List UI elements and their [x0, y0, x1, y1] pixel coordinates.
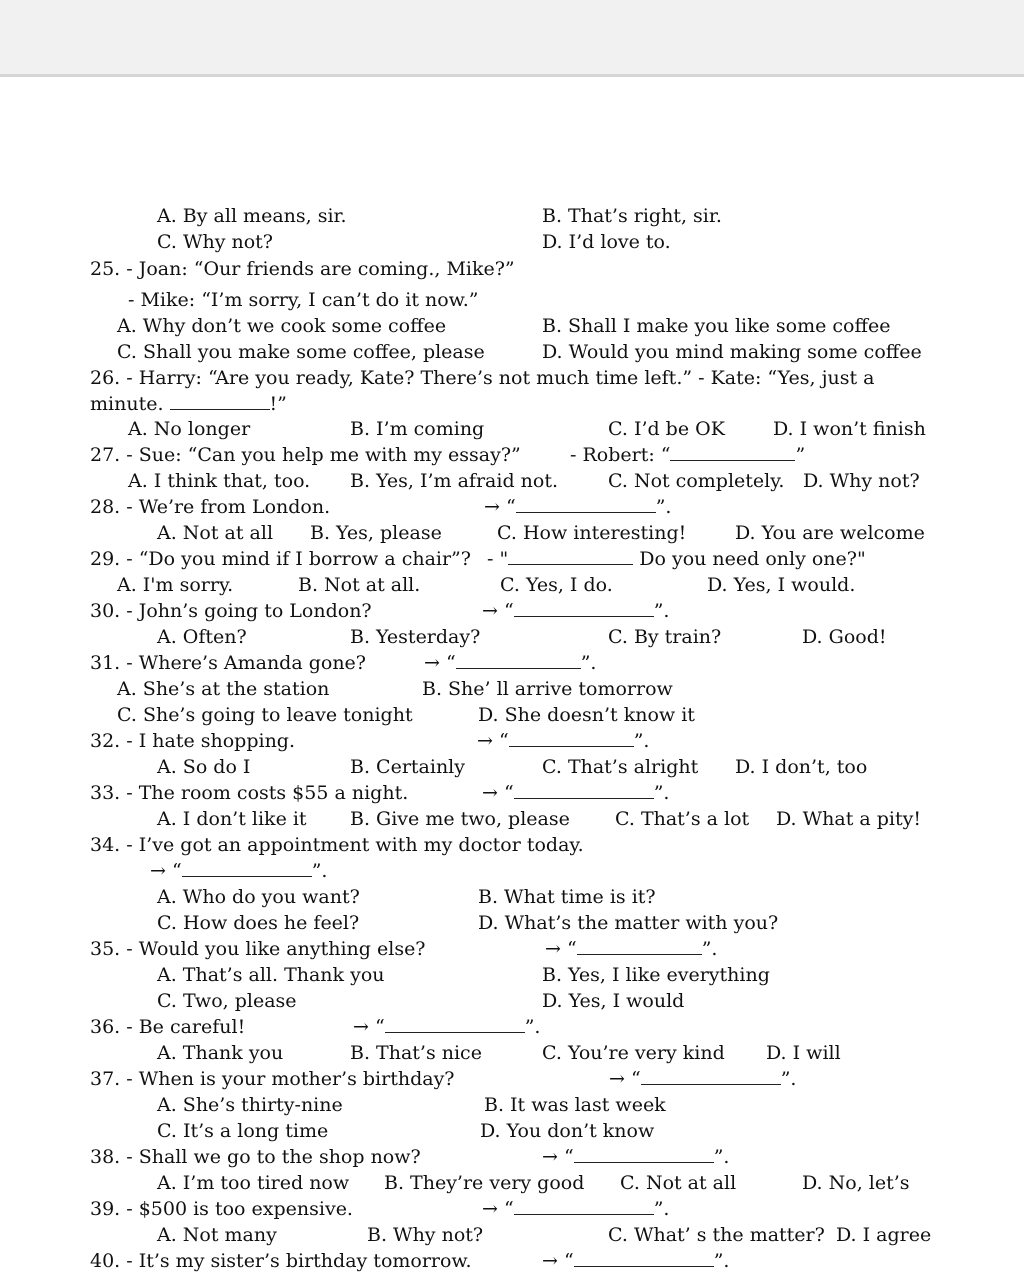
q37-arrow: → “: [609, 1068, 641, 1090]
viewer-toolbar: [0, 0, 1024, 77]
q32-option-c: C. That’s alright: [542, 756, 699, 778]
q37-blank: [641, 1066, 781, 1085]
q40-close: ”.: [713, 1250, 730, 1272]
q24-option-b: B. That’s right, sir.: [542, 205, 722, 227]
q38-question: [0, 1144, 1024, 1170]
q25-question: [0, 256, 1024, 282]
q33-close: ”.: [653, 782, 670, 804]
q36-question: [0, 1014, 1024, 1040]
q25-option-a: A. Why don’t we cook some coffee: [117, 315, 447, 337]
q27-option-a: A. I think that, too.: [128, 470, 311, 492]
q27-option-d: D. Why not?: [803, 470, 920, 492]
q32-arrow: → “: [477, 730, 509, 752]
q27-question: [0, 442, 1024, 468]
q29-option-b: B. Not at all.: [298, 574, 421, 596]
q31-prompt: 31. - Where’s Amanda gone?: [90, 652, 366, 674]
q30-option-a: A. Often?: [157, 626, 247, 648]
q27-option-b: B. Yes, I’m afraid not.: [350, 470, 559, 492]
q34-question: [0, 832, 1024, 858]
q35-row-1: [0, 962, 1024, 988]
q33-prompt: 33. - The room costs $55 a night.: [90, 782, 409, 804]
q29-option-d: D. Yes, I would.: [707, 574, 856, 596]
q28-option-a: A. Not at all: [157, 522, 274, 544]
q29-reply: - ": [487, 548, 509, 570]
q27-option-c: C. Not completely.: [608, 470, 785, 492]
q39-option-c: C. What’ s the matter?: [608, 1224, 825, 1246]
q36-options: [0, 1040, 1024, 1066]
q40-question: [0, 1248, 1024, 1274]
q37-option-a: A. She’s thirty-nine: [157, 1094, 343, 1116]
q32-option-d: D. I don’t, too: [735, 756, 868, 778]
q30-options: [0, 624, 1024, 650]
q38-prompt: 38. - Shall we go to the shop now?: [90, 1146, 421, 1168]
q26-option-b: B. I’m coming: [350, 418, 485, 440]
q37-option-d: D. You don’t know: [480, 1120, 655, 1142]
q25-option-c: C. Shall you make some coffee, please: [117, 341, 485, 363]
q35-prompt: 35. - Would you like anything else?: [90, 938, 426, 960]
q29-option-a: A. I'm sorry.: [117, 574, 234, 596]
q28-arrow: → “: [484, 496, 516, 518]
q24-row-1: [0, 203, 1024, 229]
q25-row-1: [0, 313, 1024, 339]
q35-close: ”.: [701, 938, 718, 960]
q27-prompt: 27. - Sue: “Can you help me with my essay?”: [90, 444, 521, 466]
q26-prompt: 26. - Harry: “Are you ready, Kate? There’s not much time left.” - Kate: “Yes, just a: [90, 367, 875, 389]
q36-arrow: → “: [353, 1016, 385, 1038]
q38-options: [0, 1170, 1024, 1196]
q36-prompt: 36. - Be careful!: [90, 1016, 246, 1038]
q33-arrow: → “: [482, 782, 514, 804]
q31-question: [0, 650, 1024, 676]
q28-option-c: C. How interesting!: [497, 522, 687, 544]
q37-question: [0, 1066, 1024, 1092]
q29-option-c: C. Yes, I do.: [500, 574, 613, 596]
q40-prompt: 40. - It’s my sister’s birthday tomorrow.: [90, 1250, 472, 1272]
q39-options: [0, 1222, 1024, 1248]
q37-row-1: [0, 1092, 1024, 1118]
q31-row-2: [0, 702, 1024, 728]
q39-arrow: → “: [482, 1198, 514, 1220]
q35-row-2: [0, 988, 1024, 1014]
q34-row-1: [0, 884, 1024, 910]
q35-option-b: B. Yes, I like everything: [542, 964, 770, 986]
q39-close: ”.: [653, 1198, 670, 1220]
q25-row-2: [0, 339, 1024, 365]
q31-option-d: D. She doesn’t know it: [478, 704, 695, 726]
q24-option-c: C. Why not?: [157, 231, 273, 253]
q33-option-c: C. That’s a lot: [615, 808, 750, 830]
q25-prompt: 25. - Joan: “Our friends are coming.: [90, 258, 435, 280]
q37-close: ”.: [780, 1068, 797, 1090]
q30-arrow: → “: [482, 600, 514, 622]
q35-blank: [577, 936, 702, 955]
q33-question: [0, 780, 1024, 806]
q35-option-c: C. Two, please: [157, 990, 297, 1012]
q26-question: [0, 365, 1024, 391]
q35-option-d: D. Yes, I would: [542, 990, 685, 1012]
q38-arrow: → “: [542, 1146, 574, 1168]
q36-option-c: C. You’re very kind: [542, 1042, 725, 1064]
q26-prompt-cont: minute.: [90, 393, 164, 415]
q34-prompt: 34. - I’ve got an appointment with my doctor today.: [90, 834, 584, 856]
q39-option-a: A. Not many: [157, 1224, 277, 1246]
q32-close: ”.: [633, 730, 650, 752]
q32-option-b: B. Certainly: [350, 756, 465, 778]
q31-option-a: A. She’s at the station: [117, 678, 330, 700]
q34-option-b: B. What time is it?: [478, 886, 656, 908]
q33-option-a: A. I don’t like it: [157, 808, 307, 830]
q26-prompt-end: !”: [269, 393, 287, 415]
q25-option-d: D. Would you mind making some coffee: [542, 341, 922, 363]
q27-reply: - Robert: “: [570, 444, 671, 466]
q40-blank: [574, 1248, 714, 1267]
q32-blank: [509, 728, 634, 747]
q24-option-d: D. I’d love to.: [542, 231, 671, 253]
q38-option-a: A. I’m too tired now: [157, 1172, 350, 1194]
q36-option-b: B. That’s nice: [350, 1042, 482, 1064]
q30-option-c: C. By train?: [608, 626, 722, 648]
q26-blank: [170, 391, 270, 410]
q33-option-b: B. Give me two, please: [350, 808, 570, 830]
q34-row-2: [0, 910, 1024, 936]
q28-option-b: B. Yes, please: [310, 522, 442, 544]
q37-row-2: [0, 1118, 1024, 1144]
q27-blank: [670, 442, 795, 461]
q34-arrow: → “: [150, 860, 182, 882]
q31-arrow: → “: [424, 652, 456, 674]
q39-option-b: B. Why not?: [367, 1224, 484, 1246]
q34-option-d: D. What’s the matter with you?: [478, 912, 779, 934]
q37-option-b: B. It was last week: [484, 1094, 666, 1116]
q36-option-d: D. I will: [766, 1042, 841, 1064]
q35-question: [0, 936, 1024, 962]
q38-option-c: C. Not at all: [620, 1172, 737, 1194]
q31-option-c: C. She’s going to leave tonight: [117, 704, 413, 726]
q38-option-b: B. They’re very good: [384, 1172, 585, 1194]
q26-option-a: A. No longer: [128, 418, 251, 440]
q35-arrow: → “: [545, 938, 577, 960]
q30-prompt: 30. - John’s going to London?: [90, 600, 372, 622]
q39-option-d: D. I agree: [836, 1224, 932, 1246]
q26-options: [0, 416, 1024, 442]
q28-option-d: D. You are welcome: [735, 522, 925, 544]
q26-question-cont: [0, 391, 1024, 417]
q29-blank: [508, 546, 633, 565]
q25-prompt-end: , Mike?”: [434, 258, 515, 280]
q39-question: [0, 1196, 1024, 1222]
q36-close: ”.: [524, 1016, 541, 1038]
q26-option-c: C. I’d be OK: [608, 418, 725, 440]
q32-prompt: 32. - I hate shopping.: [90, 730, 296, 752]
q28-prompt: 28. - We’re from London.: [90, 496, 331, 518]
q32-option-a: A. So do I: [157, 756, 251, 778]
q38-close: ”.: [713, 1146, 730, 1168]
q24-option-a: A. By all means, sir.: [157, 205, 347, 227]
q30-option-b: B. Yesterday?: [350, 626, 481, 648]
q33-option-d: D. What a pity!: [776, 808, 922, 830]
q30-close: ”.: [653, 600, 670, 622]
q29-question: [0, 546, 1024, 572]
q31-option-b: B. She’ ll arrive tomorrow: [422, 678, 673, 700]
q28-question: [0, 494, 1024, 520]
q39-prompt: 39. - $500 is too expensive.: [90, 1198, 353, 1220]
q38-option-d: D. No, let’s: [802, 1172, 910, 1194]
q30-blank: [514, 598, 654, 617]
q29-options: [0, 572, 1024, 598]
q25-option-b: B. Shall I make you like some coffee: [542, 315, 891, 337]
q34-blank: [182, 858, 312, 877]
q36-blank: [385, 1014, 525, 1033]
q37-option-c: C. It’s a long time: [157, 1120, 329, 1142]
q29-reply-end: Do you need only one?": [639, 548, 866, 570]
q25-reply-text: - Mike: “I’m sorry, I can’t do it now.”: [128, 289, 479, 311]
q35-option-a: A. That’s all. Thank you: [157, 964, 385, 986]
q39-blank: [514, 1196, 654, 1215]
q31-blank: [456, 650, 581, 669]
q28-options: [0, 520, 1024, 546]
q24-row-2: [0, 229, 1024, 255]
q34-option-c: C. How does he feel?: [157, 912, 360, 934]
q27-reply-end: ”: [795, 444, 806, 466]
q26-option-d: D. I won’t finish: [773, 418, 926, 440]
q38-blank: [574, 1144, 714, 1163]
q33-blank: [514, 780, 654, 799]
q32-options: [0, 754, 1024, 780]
q40-arrow: → “: [542, 1250, 574, 1272]
q36-option-a: A. Thank you: [157, 1042, 284, 1064]
q34-option-a: A. Who do you want?: [157, 886, 360, 908]
q34-answer-line: [0, 858, 1024, 884]
q31-close: ”.: [580, 652, 597, 674]
q25-reply: [0, 287, 1024, 313]
q29-prompt: 29. - “Do you mind if I borrow a chair”?: [90, 548, 471, 570]
q34-close: ”.: [311, 860, 328, 882]
q30-question: [0, 598, 1024, 624]
q28-close: ”.: [655, 496, 672, 518]
q37-prompt: 37. - When is your mother’s birthday?: [90, 1068, 455, 1090]
q27-options: [0, 468, 1024, 494]
q30-option-d: D. Good!: [802, 626, 887, 648]
q31-row-1: [0, 676, 1024, 702]
q32-question: [0, 728, 1024, 754]
q33-options: [0, 806, 1024, 832]
q28-blank: [516, 494, 656, 513]
